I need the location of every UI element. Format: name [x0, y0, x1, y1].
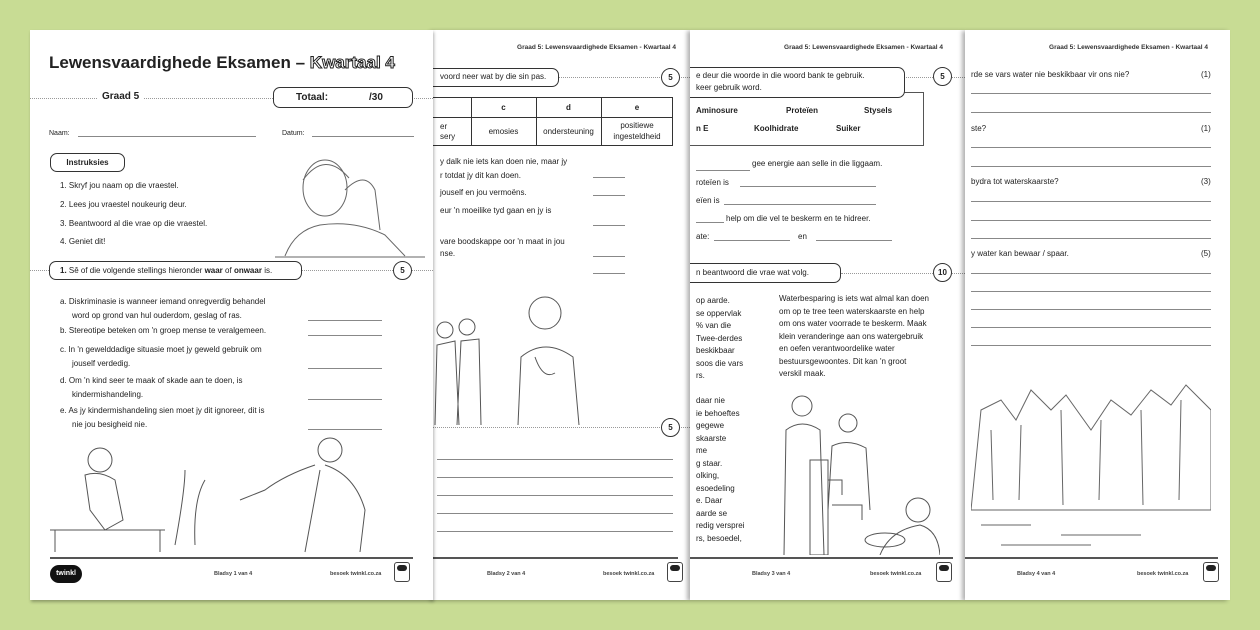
site-link[interactable]: besoek twinkl.co.za	[1137, 571, 1189, 577]
answer-line[interactable]	[816, 240, 892, 241]
passage-line: se oppervlak	[696, 308, 742, 318]
word-bank-item: Koolhidrate	[754, 124, 799, 133]
page-header: Graad 5: Lewensvaardighede Eksamen - Kwartaal 4	[784, 44, 943, 51]
passage-line: gegewe	[696, 421, 725, 430]
passage-line: soos die vars	[696, 358, 744, 368]
passage-line: e. Daar	[696, 496, 723, 505]
passage-line: olking,	[696, 471, 720, 480]
statement-text: jouself verdedig.	[72, 359, 131, 368]
thinking-child-illustration	[275, 150, 425, 258]
marks-badge: 5	[933, 67, 952, 86]
word-bank-item: Aminosure	[696, 106, 738, 115]
sentence: eïen is	[696, 196, 720, 205]
word-bank-item: n E	[696, 124, 709, 133]
passage-line: rs, besoedel,	[696, 533, 742, 543]
answer-line[interactable]	[740, 186, 876, 187]
marks-badge: 5	[393, 261, 412, 280]
question-text: nse.	[440, 249, 456, 258]
answer-line[interactable]	[308, 368, 382, 369]
answer-line[interactable]	[714, 240, 790, 241]
grade-label: Graad 5	[98, 91, 143, 102]
answer-line[interactable]	[437, 513, 673, 514]
answer-line[interactable]	[437, 531, 673, 532]
answer-line[interactable]	[696, 170, 750, 171]
passage-line: beskikbaar	[696, 346, 735, 355]
passage-line: om op te tree teen waterskaarste en help	[779, 306, 925, 316]
question-text: r totdat jy dit kan doen.	[440, 171, 521, 180]
passage-line: Waterbesparing is iets wat almal kan doen	[779, 294, 929, 303]
answer-line[interactable]	[971, 273, 1211, 274]
instruction-item: 4. Geniet dit!	[60, 237, 106, 246]
passage-line: rs.	[696, 371, 705, 380]
answer-line[interactable]	[971, 309, 1211, 310]
question-marks: (3)	[1201, 177, 1211, 186]
instruction: keer gebruik word.	[696, 83, 762, 92]
passage-line: bestuursgewoontes. Dit kan 'n groot	[779, 356, 907, 366]
table-header: e	[634, 103, 640, 112]
sentence: help om die vel te beskerm en te hidreer.	[726, 214, 871, 223]
boy-illustration	[433, 285, 633, 425]
passage-line: klein veranderinge aan ons watergebruik	[779, 331, 924, 341]
question-text: ste?	[971, 124, 987, 133]
answer-line[interactable]	[308, 399, 382, 400]
answer-line[interactable]	[971, 112, 1211, 113]
answer-line[interactable]	[971, 147, 1211, 148]
passage-line: g staar.	[696, 458, 723, 468]
page-2	[433, 30, 690, 600]
answer-line[interactable]	[437, 495, 673, 496]
exam-title: Lewensvaardighede Eksamen – Kwartaal 4	[49, 53, 395, 72]
page-header: Graad 5: Lewensvaardighede Eksamen - Kwartaal 4	[1049, 44, 1208, 51]
page-4	[965, 30, 1230, 600]
passage-line: om ons water voorrade te beskerm. Maak	[779, 319, 927, 328]
total-value: /30	[369, 92, 383, 103]
site-link[interactable]: besoek twinkl.co.za	[330, 571, 382, 577]
statement-text: e. As jy kindermishandeling sien moet jy dit ignoreer, dit is	[60, 406, 265, 415]
marks-badge: 5	[661, 68, 680, 87]
sentence: en	[798, 232, 807, 241]
twinkl-logo: twinkl	[50, 565, 82, 583]
answer-line[interactable]	[971, 220, 1211, 221]
passage-line: ie behoeftes	[696, 408, 740, 418]
answer-line[interactable]	[308, 429, 382, 430]
passage-line: redig versprei	[696, 521, 745, 530]
answer-line[interactable]	[437, 459, 673, 460]
question-marks: (1)	[1201, 70, 1211, 79]
question-text: y dalk nie iets kan doen nie, maar jy	[440, 157, 568, 166]
statement-text: b. Stereotipe beteken om 'n groep mense te veralgemeen.	[60, 326, 267, 335]
answer-line[interactable]	[971, 166, 1211, 167]
page-number: Bladsy 4 van 4	[1017, 571, 1056, 577]
page-header: Graad 5: Lewensvaardighede Eksamen - Kwartaal 4	[517, 44, 676, 51]
instruction-item: 2. Lees jou vraestel noukeurig deur.	[60, 200, 187, 209]
passage-line: verskil maak.	[779, 369, 826, 378]
word-bank-item: Stysels	[864, 106, 893, 115]
statement-text: c. In 'n gewelddadige situasie moet jy geweld gebruik om	[60, 345, 262, 354]
instruction: n beantwoord die vrae wat volg.	[696, 268, 809, 277]
page-3	[690, 30, 965, 600]
question-marks: (5)	[1201, 249, 1211, 258]
table-cell: ondersteuning	[543, 127, 594, 136]
question-text: jouself en jou vermoëns.	[440, 188, 527, 197]
name-field[interactable]	[78, 136, 256, 137]
answer-line[interactable]	[696, 222, 724, 223]
answer-line[interactable]	[593, 177, 625, 178]
marks-badge: 10	[933, 263, 952, 282]
site-link[interactable]: besoek twinkl.co.za	[603, 571, 655, 577]
table-header: c	[501, 103, 506, 112]
answer-line[interactable]	[593, 195, 625, 196]
statement-text: word op grond van hul ouderdom, geslag of ras.	[72, 311, 242, 320]
passage-line: % van die	[696, 321, 732, 330]
marks-badge: 5	[661, 418, 680, 437]
answer-line[interactable]	[971, 238, 1211, 239]
passage-line: daar nie	[696, 396, 725, 405]
sentence: roteïen is	[696, 178, 729, 187]
quality-badge-icon	[1203, 562, 1219, 582]
question-text: vare boodskappe oor 'n maat in jou	[440, 237, 565, 246]
question-marks: (1)	[1201, 124, 1211, 133]
page-number: Bladsy 2 van 4	[487, 571, 526, 577]
date-field[interactable]	[312, 136, 414, 137]
site-link[interactable]: besoek twinkl.co.za	[870, 571, 922, 577]
instruction: voord neer wat by die sin pas.	[440, 72, 547, 81]
instructions-heading: Instruksies	[66, 158, 109, 167]
answer-line[interactable]	[308, 335, 382, 336]
quality-badge-icon	[394, 562, 410, 582]
answer-line[interactable]	[971, 291, 1211, 292]
statement-text: nie jou besigheid nie.	[72, 420, 148, 429]
question-text: y water kan bewaar / spaar.	[971, 249, 1069, 258]
statement-text: d. Om 'n kind seer te maak of skade aan te doen, is	[60, 376, 243, 385]
passage-line: skaarste	[696, 433, 727, 443]
passage-line: aarde se	[696, 508, 728, 518]
total-label: Totaal:	[296, 92, 329, 103]
quality-badge-icon	[936, 562, 952, 582]
answer-line[interactable]	[971, 201, 1211, 202]
instruction-item: 3. Beantwoord al die vrae op die vraestel.	[60, 219, 208, 228]
answer-line[interactable]	[593, 225, 625, 226]
table-cell: emosies	[488, 127, 519, 136]
passage-line: me	[696, 446, 708, 455]
page-number: Bladsy 1 van 4	[214, 571, 253, 577]
water-pump-illustration	[780, 390, 940, 555]
passage-line: esoedeling	[696, 483, 735, 493]
answer-line[interactable]	[437, 477, 673, 478]
answer-line[interactable]	[971, 345, 1211, 346]
table-cell: er	[440, 122, 448, 131]
word-bank-item: Suiker	[836, 124, 861, 133]
answer-line[interactable]	[308, 320, 382, 321]
name-label: Naam:	[49, 130, 70, 137]
question-1-text: 1. Sê of die volgende stellings hieronder waar of onwaar is.	[60, 266, 273, 275]
passage-line: op aarde.	[696, 296, 730, 305]
instruction-item: 1. Skryf jou naam op die vraestel.	[60, 181, 179, 190]
mountain-lake-illustration	[971, 370, 1211, 550]
table-header: d	[566, 103, 571, 112]
sentence: ate:	[696, 232, 710, 241]
question-text: bydra tot waterskaarste?	[971, 177, 1059, 186]
sentence: gee energie aan selle in die liggaam.	[752, 159, 883, 168]
answer-line[interactable]	[971, 93, 1211, 94]
passage-line: en oefen verantwoordelike water	[779, 344, 895, 353]
answer-line[interactable]	[971, 327, 1211, 328]
table-cell: positiewe ingesteldheid	[613, 121, 661, 141]
passage-line: Twee-derdes	[696, 333, 743, 343]
word-bank-item: Proteïen	[786, 106, 819, 115]
answer-line[interactable]	[593, 273, 625, 274]
question-text: rde se vars water nie beskikbaar vir ons nie?	[971, 70, 1130, 79]
page-1	[30, 30, 433, 600]
page-number: Bladsy 3 van 4	[752, 571, 791, 577]
table-cell: sery	[440, 132, 456, 141]
date-label: Datum:	[282, 130, 305, 137]
statement-text: a. Diskriminasie is wanneer iemand onregverdig behandel	[60, 297, 266, 306]
statement-text: kindermishandeling.	[72, 390, 144, 399]
answer-line[interactable]	[593, 256, 625, 257]
quality-badge-icon	[667, 562, 683, 582]
bullying-illustration	[35, 430, 395, 555]
question-text: eur 'n moeilike tyd gaan en jy is	[440, 206, 552, 215]
answer-line[interactable]	[724, 204, 876, 205]
instruction: e deur die woorde in die woord bank te gebruik.	[696, 71, 865, 80]
